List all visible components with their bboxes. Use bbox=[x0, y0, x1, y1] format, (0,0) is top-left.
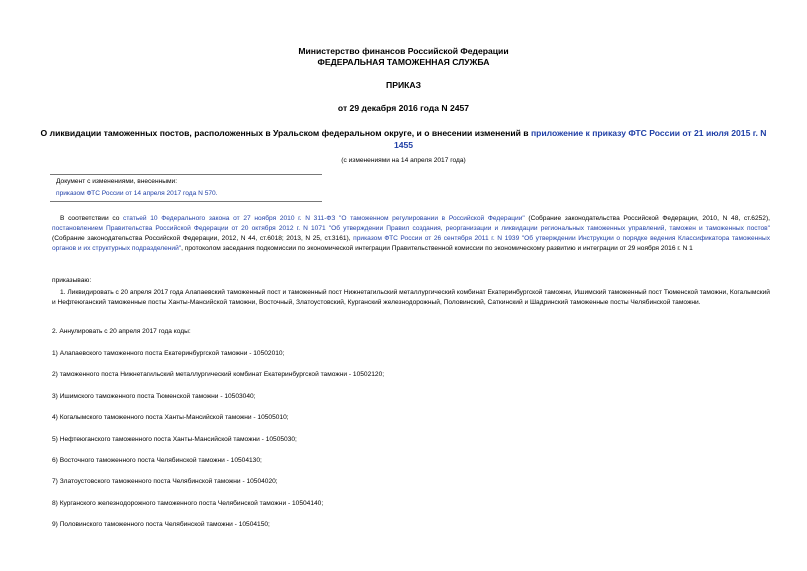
changes-link[interactable]: приказом ФТС России от 14 апреля 2017 года N 570. bbox=[56, 190, 218, 197]
list-item: 7) Златоустовского таможенного поста Челябинской таможни - 10504020; bbox=[52, 478, 278, 485]
revision-note: (с изменениями на 14 апреля 2017 года) bbox=[341, 157, 466, 164]
doc-type: ПРИКАЗ bbox=[386, 80, 421, 90]
ministry-name: Министерство финансов Российской Федерации bbox=[298, 46, 509, 56]
service-name: ФЕДЕРАЛЬНАЯ ТАМОЖЕННАЯ СЛУЖБА bbox=[317, 57, 490, 67]
changes-label: Документ с изменениями, внесенными: bbox=[56, 178, 178, 185]
doc-title-text: О ликвидации таможенных постов, расположенных в Уральском федеральном округе, и о внесении изменений в bbox=[40, 128, 531, 138]
preamble-paragraph bbox=[52, 214, 770, 254]
point-2: 2. Аннулировать с 20 апреля 2017 года коды: bbox=[52, 328, 191, 335]
list-item: 6) Восточного таможенного поста Челябинской таможни - 10504130; bbox=[52, 457, 262, 464]
law-link[interactable]: статьей 10 Федерального закона от 27 ноября 2010 г. N 311-ФЗ "О таможенном регулировании в Российской Федерации" bbox=[123, 215, 525, 222]
preamble-text-3: (Собрание законодательства Российской Федерации, 2012, N 44, ст.6018; 2013, N 25, ст.3161), bbox=[52, 235, 354, 242]
list-item: 1) Алапаевского таможенного поста Екатеринбургской таможни - 10502010; bbox=[52, 350, 285, 357]
list-item: 4) Когалымского таможенного поста Ханты-Мансийской таможни - 10505010; bbox=[52, 414, 289, 421]
order-word: приказываю: bbox=[52, 277, 92, 284]
preamble-text-2: (Собрание законодательства Российской Федерации, 2010, N 48, ст.6252), bbox=[524, 215, 770, 222]
list-item: 2) таможенного поста Нижнетагильский металлургический комбинат Екатеринбургской таможни - 10502120; bbox=[52, 371, 385, 378]
preamble-text-4: , протоколом заседания подкомиссии по экономической интеграции Правительственной комиссии по экономическому развитию и интеграции от 29 ноября 2016 г. N 1 bbox=[181, 245, 693, 252]
preamble-text-1: В соответствии со bbox=[60, 215, 124, 222]
list-item: 8) Курганского железнодорожного таможенного поста Челябинской таможни - 10504140; bbox=[52, 500, 324, 507]
list-item: 9) Половинского таможенного поста Челябинской таможни - 10504150; bbox=[52, 521, 270, 528]
government-decree-link[interactable]: постановлением Правительства Российской Федерации от 20 октября 2012 г. N 1071 "Об утверждении Правил создания, реорганизации и ликвидации региональных таможенных управлений, таможен и таможенных постов" bbox=[52, 225, 770, 232]
changes-bottom-rule bbox=[50, 201, 322, 202]
list-item: 5) Нефтеюганского таможенного поста Ханты-Мансийской таможни - 10505030; bbox=[52, 436, 297, 443]
doc-title bbox=[40, 127, 767, 151]
point-1: 1. Ликвидировать с 20 апреля 2017 года Алапаевский таможенный пост и таможенный пост Нижнетагильский металлургический комбинат Екатеринбургской таможни, Ишимский таможенный пост Тюменской таможни, Когалымский и Нефтеюганский таможенные посты Ханты-Мансийской таможни, Восточный, Златоустовский, Курганский железнодорожный, Половинский, Саткинский и Шадринский таможенные посты Челябинской таможни. bbox=[52, 289, 770, 306]
list-item: 3) Ишимского таможенного поста Тюменской таможни - 10503040; bbox=[52, 393, 256, 400]
fts-order-link[interactable]: приказом ФТС России от 26 сентября 2011 г. N 1939 "Об утверждении Инструкции о порядке ведения Классификатора таможенных органов и их структурных подразделений" bbox=[52, 235, 770, 252]
changes-top-rule bbox=[50, 174, 322, 175]
title-link[interactable]: приложение к приказу ФТС России от 21 июля 2015 г. N 1455 bbox=[393, 128, 767, 150]
doc-date-number: от 29 декабря 2016 года N 2457 bbox=[337, 103, 470, 113]
